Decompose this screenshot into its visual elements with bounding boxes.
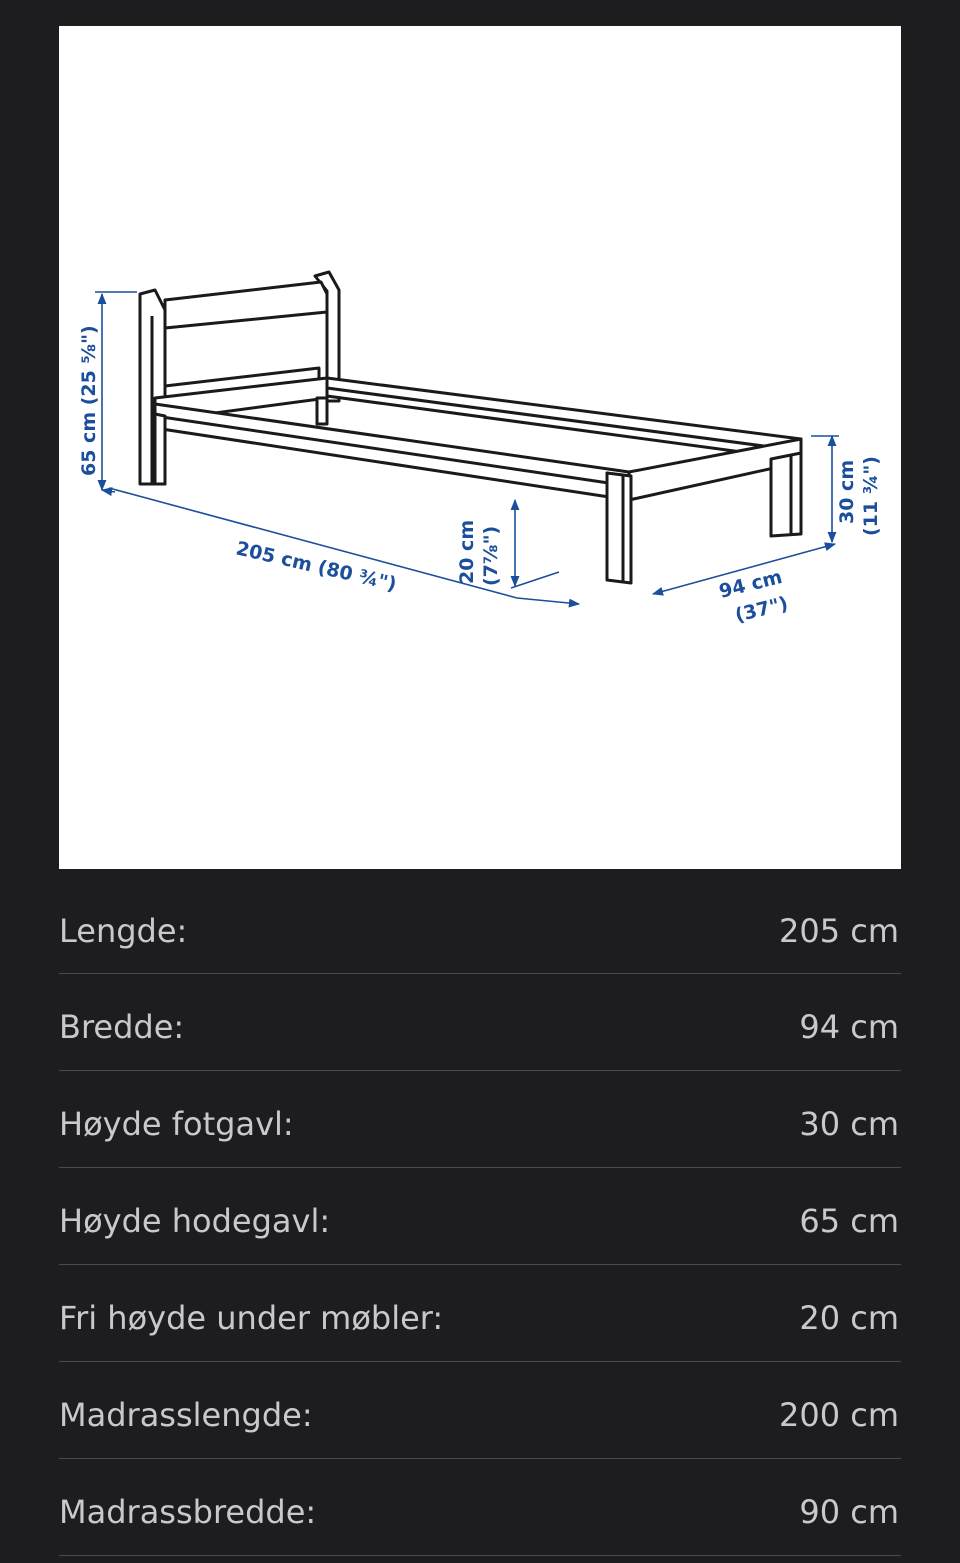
- dim-headboard-height-label: 65 cm (25 ⅝"): [78, 325, 100, 476]
- spec-label: Lengde:: [59, 912, 188, 950]
- spec-label: Madrassbredde:: [59, 1493, 317, 1531]
- dim-length-label: 205 cm (80 ¾"): [233, 537, 399, 596]
- dim-width-inch-label: (37"): [732, 592, 791, 627]
- dim-footboard-height-inch-label: (11 ¾"): [860, 456, 882, 536]
- spec-label: Bredde:: [59, 1008, 185, 1046]
- spec-row-headboard-height: [59, 1168, 901, 1265]
- spec-value: 65 cm: [799, 1202, 899, 1240]
- spec-row-clearance: [59, 1265, 901, 1362]
- spec-row-width: [59, 974, 901, 1071]
- spec-label: Madrasslengde:: [59, 1396, 313, 1434]
- spec-row-mattress-width: [59, 1459, 901, 1556]
- dim-width-label: 94 cm: [716, 565, 785, 603]
- product-dimension-illustration: [59, 26, 901, 869]
- spec-row-mattress-length: [59, 1362, 901, 1459]
- spec-row-length: [59, 878, 901, 974]
- spec-value: 30 cm: [799, 1105, 899, 1143]
- spec-value: 205 cm: [778, 912, 899, 950]
- bed-dimension-drawing: [59, 26, 901, 869]
- spec-label: Høyde hodegavl:: [59, 1202, 331, 1240]
- dim-clearance-inch-label: (7⅞"): [480, 525, 502, 586]
- spec-value: 20 cm: [799, 1299, 899, 1337]
- spec-label: Høyde fotgavl:: [59, 1105, 294, 1143]
- spec-row-footboard-height: [59, 1071, 901, 1168]
- spec-value: 90 cm: [799, 1493, 899, 1531]
- dim-footboard-height-label: 30 cm: [836, 459, 858, 524]
- product-specs-list: [59, 878, 901, 1556]
- spec-label: Fri høyde under møbler:: [59, 1299, 444, 1337]
- spec-value: 94 cm: [799, 1008, 899, 1046]
- spec-value: 200 cm: [778, 1396, 899, 1434]
- dim-clearance-label: 20 cm: [456, 519, 478, 584]
